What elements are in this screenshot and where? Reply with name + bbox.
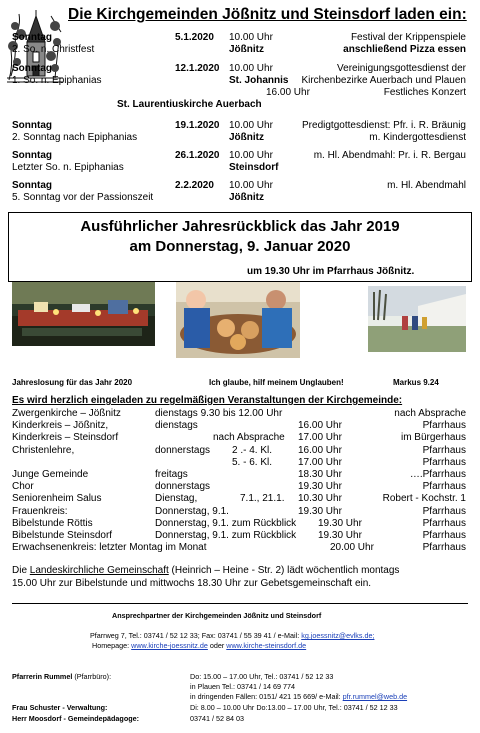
service-date: 12.1.2020 bbox=[175, 63, 220, 74]
service-time: 10.00 Uhr bbox=[229, 63, 273, 74]
service-time: 10.00 Uhr bbox=[229, 180, 273, 191]
event-name: Christenlehre, bbox=[12, 445, 75, 456]
service-date: 19.1.2020 bbox=[175, 120, 220, 131]
photo-table-candles bbox=[12, 282, 155, 346]
service-place: Jößnitz bbox=[229, 44, 264, 55]
event-place: Pfarrhaus bbox=[422, 481, 466, 492]
contacts-address bbox=[90, 631, 374, 640]
contacts-homepage bbox=[92, 641, 306, 650]
pastor-name: Pfarrerin Rummel bbox=[12, 672, 73, 681]
photo-walk-outdoors bbox=[368, 286, 466, 352]
service-date: 26.1.2020 bbox=[175, 150, 220, 161]
divider bbox=[12, 603, 468, 604]
annual-review-box bbox=[8, 212, 472, 282]
service-place: Steinsdorf bbox=[229, 162, 279, 173]
event-extra: 5. - 6. Kl. bbox=[232, 457, 273, 468]
event-place: Pfarrhaus bbox=[422, 542, 466, 553]
event-when: dienstags 9.30 bis 12.00 Uhr bbox=[155, 408, 283, 419]
homepage-link-steinsdorf[interactable]: www.kirche-steinsdorf.de bbox=[226, 641, 307, 650]
review-date: am Donnerstag, 9. Januar 2020 bbox=[129, 238, 351, 255]
motto-label: Jahreslosung für das Jahr 2020 bbox=[12, 378, 133, 387]
email-link[interactable]: kg.joessnitz@evlks.de; bbox=[301, 631, 375, 640]
service-day: Sonntag bbox=[12, 150, 52, 161]
event-place: Pfarrhaus bbox=[422, 506, 466, 517]
service-description-2: m. Kindergottesdienst bbox=[369, 132, 466, 143]
pastor-label-row bbox=[12, 672, 111, 681]
motto-text: Ich glaube, hilf meinem Unglauben! bbox=[209, 378, 344, 387]
event-name: Erwachsenenkreis: letzter Montag im Monat bbox=[12, 542, 207, 553]
page-title: Die Kirchgemeinden Jößnitz und Steinsdorf laden ein: bbox=[68, 6, 467, 23]
service-day: Sonntag bbox=[12, 63, 52, 74]
event-name: Zwergenkirche – Jößnitz bbox=[12, 408, 121, 419]
review-time-place: um 19.30 Uhr im Pfarrhaus Jößnitz. bbox=[247, 266, 415, 277]
pastor-emergency-text: in dringenden Fällen: 0151/ 421 15 669/ e-Mail: bbox=[190, 692, 341, 701]
event-when: Donnerstag, 9.1. zum Rückblick bbox=[155, 518, 297, 529]
event-extra: 2 .- 4. Kl. bbox=[232, 445, 273, 456]
event-place: im Bürgerhaus bbox=[400, 432, 466, 443]
service-time: 10.00 Uhr bbox=[229, 150, 273, 161]
event-time: 17.00 Uhr bbox=[298, 432, 342, 443]
homepage-link-joessnitz[interactable]: www.kirche-joessnitz.de bbox=[131, 641, 208, 650]
service-date: 5.1.2020 bbox=[175, 32, 214, 43]
event-name: Bibelstunde Steinsdorf bbox=[12, 530, 113, 541]
event-name: Frauenkreis: bbox=[12, 506, 68, 517]
address-text: Pfarrweg 7, Tel.: 03741 / 52 12 33; Fax: 03741 / 55 39 41 / e-Mail: bbox=[90, 631, 300, 640]
motto-reference: Markus 9.24 bbox=[393, 378, 439, 387]
service-description: m. Hl. Abendmahl: Pr. i. R. Bergau bbox=[313, 150, 466, 161]
pastor-hours: Do: 15.00 – 17.00 Uhr, Tel.: 03741 / 52 12 33 bbox=[190, 672, 334, 681]
pastor-email-link[interactable]: pfr.rummel@web.de bbox=[342, 692, 408, 701]
event-time: 17.00 Uhr bbox=[298, 457, 342, 468]
event-name: Chor bbox=[12, 481, 34, 492]
event-time: 20.00 Uhr bbox=[330, 542, 374, 553]
note-line-1 bbox=[12, 565, 399, 576]
service-sunday-name: 2. Sonntag nach Epiphanias bbox=[12, 132, 138, 143]
service-day: Sonntag bbox=[12, 120, 52, 131]
pastor-phone: in Plauen Tel.: 03741 / 14 69 774 bbox=[190, 682, 295, 691]
service-sunday-name: 2. So. n. Christfest bbox=[12, 44, 95, 55]
pastor-role: (Pfarrbüro): bbox=[74, 672, 112, 681]
admin-hours: Di: 8.00 – 10.00 Uhr Do:13.00 – 17.00 Uhr, Tel.: 03741 / 52 12 33 bbox=[190, 703, 398, 712]
event-place: Robert - Kochstr. 1 bbox=[382, 493, 466, 504]
event-place: Pfarrhaus bbox=[422, 457, 466, 468]
service-sunday-name: 5. Sonntag vor der Passionszeit bbox=[12, 192, 154, 203]
event-place: Pfarrhaus bbox=[422, 445, 466, 456]
event-time: 16.00 Uhr bbox=[298, 420, 342, 431]
service-time: 10.00 Uhr bbox=[229, 120, 273, 131]
pastor-emergency bbox=[190, 692, 407, 701]
contacts-heading: Ansprechpartner der Kirchgemeinden Jößnitz und Steinsdorf bbox=[112, 611, 322, 620]
service-description: Predigtgottesdienst: Pfr. i. R. Bräunig bbox=[302, 120, 466, 131]
service-place: Jößnitz bbox=[229, 132, 264, 143]
event-name: Kinderkreis – Jößnitz, bbox=[12, 420, 109, 431]
service-sunday-name: 1. So. n. Epiphanias bbox=[12, 75, 102, 86]
event-time: 18.30 Uhr bbox=[298, 469, 342, 480]
event-time: 19.30 Uhr bbox=[318, 518, 362, 529]
service-description: m. Hl. Abendmahl bbox=[387, 180, 466, 191]
service-description-2: anschließend Pizza essen bbox=[343, 44, 466, 55]
event-when: donnerstags bbox=[155, 445, 211, 456]
educator-label: Herr Moosdorf - Gemeindepädagoge: bbox=[12, 714, 139, 723]
service-date: 2.2.2020 bbox=[175, 180, 214, 191]
service-description: Festival der Krippenspiele bbox=[350, 32, 466, 43]
service-day: Sonntag bbox=[12, 32, 52, 43]
event-when: Donnerstag, 9.1. bbox=[155, 506, 229, 517]
event-place: Pfarrhaus bbox=[422, 518, 466, 529]
event-place: ….Pfarrhaus bbox=[409, 469, 466, 480]
event-time: 19.30 Uhr bbox=[298, 481, 342, 492]
service-place: Jößnitz bbox=[229, 192, 264, 203]
event-name: Bibelstunde Röttis bbox=[12, 518, 93, 529]
event-time: 19.30 Uhr bbox=[298, 506, 342, 517]
homepage-or: oder bbox=[209, 641, 225, 650]
event-name: Junge Gemeinde bbox=[12, 469, 89, 480]
homepage-label: Homepage: bbox=[92, 641, 130, 650]
review-title: Ausführlicher Jahresrückblick das Jahr 2019 bbox=[80, 218, 400, 235]
event-place: Pfarrhaus bbox=[422, 530, 466, 541]
note-line-2: 15.00 Uhr zur Bibelstunde und mittwochs 18.30 Uhr zur Gebetsgemeinschaft ein. bbox=[12, 578, 372, 589]
service-description-3: Festliches Konzert bbox=[383, 87, 466, 98]
service-day: Sonntag bbox=[12, 180, 52, 191]
educator-phone: 03741 / 52 84 03 bbox=[190, 714, 244, 723]
event-extra: 7.1., 21.1. bbox=[240, 493, 285, 504]
admin-label: Frau Schuster - Verwaltung: bbox=[12, 703, 108, 712]
service-sunday-name: Letzter So. n. Epiphanias bbox=[12, 162, 124, 173]
event-when: dienstags bbox=[155, 420, 198, 431]
note-community-link[interactable]: Landeskirchliche Gemeinschaft bbox=[29, 565, 169, 576]
event-when: donnerstags bbox=[155, 481, 211, 492]
event-time: 16.00 Uhr bbox=[298, 445, 342, 456]
event-place: Pfarrhaus bbox=[422, 420, 466, 431]
event-time: 19.30 Uhr bbox=[318, 530, 362, 541]
event-name: Seniorenheim Salus bbox=[12, 493, 102, 504]
photo-pizza-party bbox=[176, 282, 300, 358]
service-place-2: St. Laurentiuskirche Auerbach bbox=[117, 99, 262, 110]
event-name: Kinderkreis – Steinsdorf bbox=[12, 432, 119, 443]
event-place: nach Absprache bbox=[394, 408, 466, 419]
event-when: Dienstag, bbox=[155, 493, 198, 504]
service-description: Vereinigungsgottesdienst der bbox=[337, 63, 466, 74]
note-pre: Die bbox=[12, 565, 28, 576]
event-extra: nach Absprache bbox=[213, 432, 285, 443]
events-heading: Es wird herzlich eingeladen zu regelmäßigen Veranstaltungen der Kirchgemeinde: bbox=[12, 395, 403, 406]
service-time-2: 16.00 Uhr bbox=[266, 87, 310, 98]
service-description-2: Kirchenbezirke Auerbach und Plauen bbox=[301, 75, 466, 86]
event-time: 10.30 Uhr bbox=[298, 493, 342, 504]
event-when: Donnerstag, 9.1. zum Rückblick bbox=[155, 530, 297, 541]
service-time: 10.00 Uhr bbox=[229, 32, 273, 43]
event-when: freitags bbox=[155, 469, 188, 480]
service-place: St. Johannis bbox=[229, 75, 289, 86]
note-post: (Heinrich – Heine - Str. 2) lädt wöchentlich montags bbox=[171, 565, 400, 576]
